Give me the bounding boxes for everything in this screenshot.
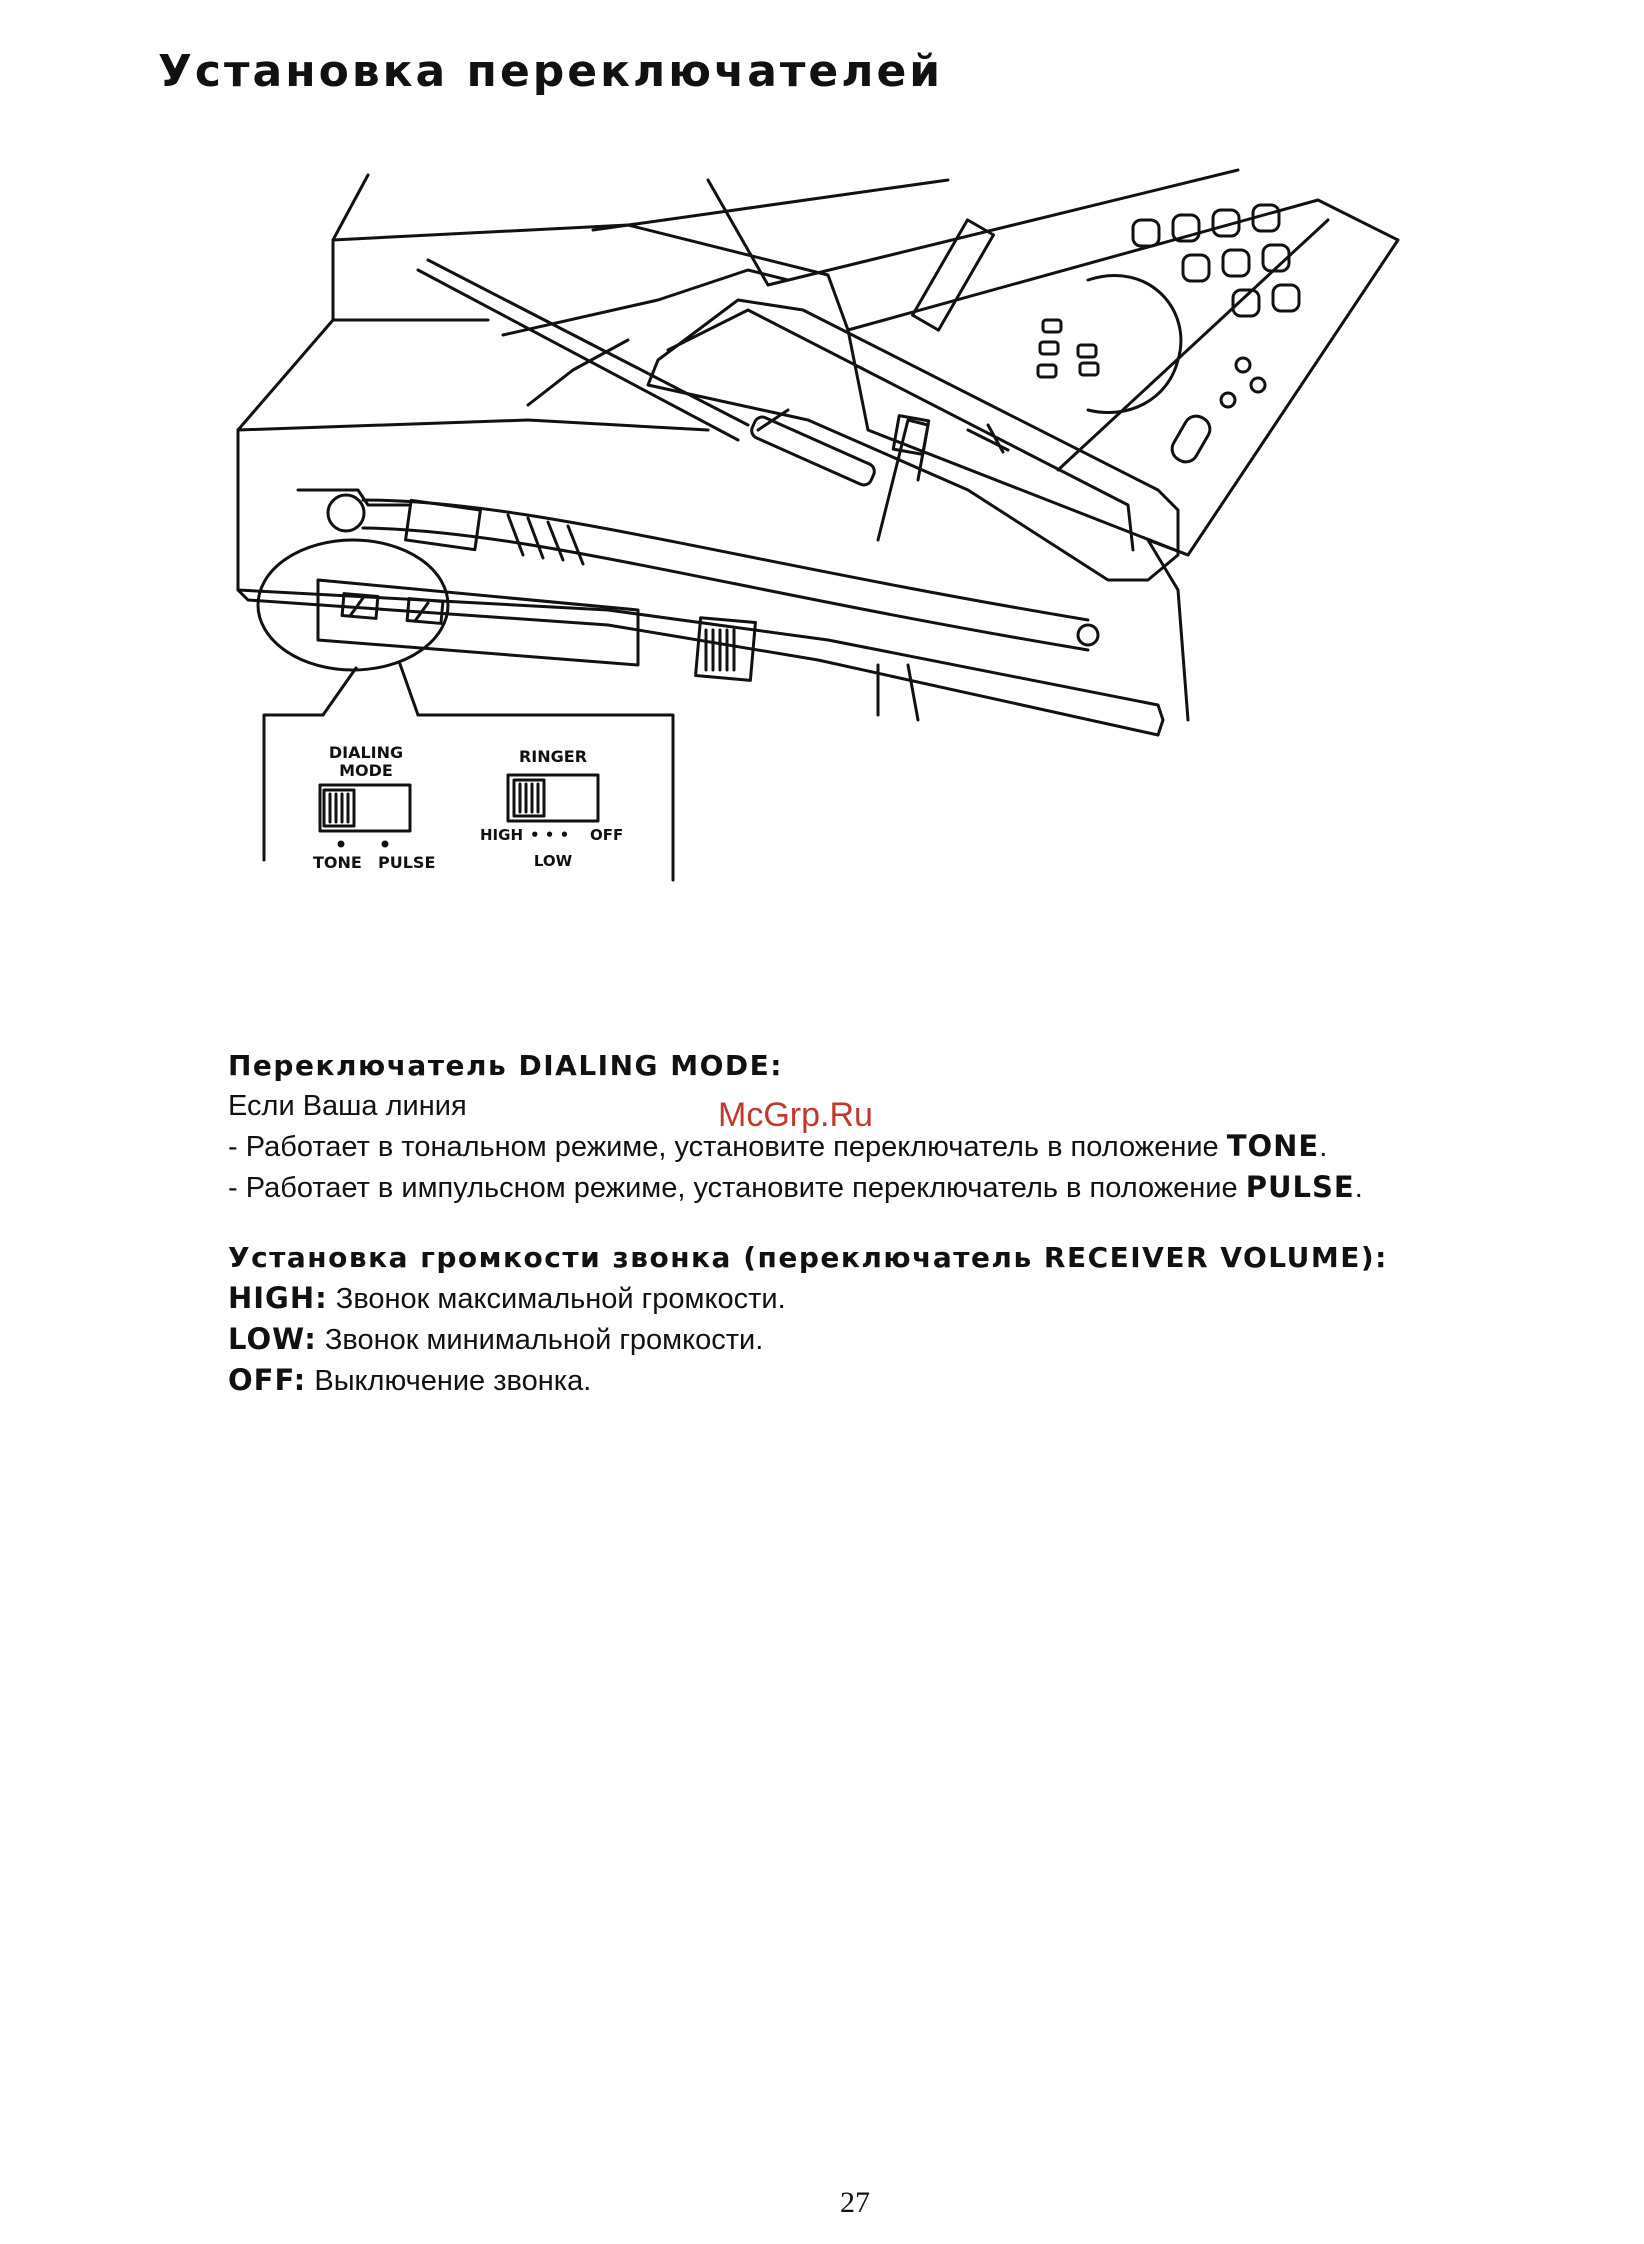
line-intro: Если Ваша линия [228,1090,467,1122]
off-label: OFF [590,826,624,844]
ringer-item-key: LOW: [228,1322,317,1356]
ringer-item-text: Звонок минимальной громкости. [324,1324,764,1356]
page-number: 27 [840,2186,870,2219]
ringer-item-off [228,1360,1388,1401]
pulse-instruction [228,1167,1363,1208]
tone-instruction-text: - Работает в тональном режиме, установите переключатель в положение [228,1131,1227,1163]
tone-value: TONE [1226,1129,1320,1163]
tone-label: TONE [313,853,362,872]
pulse-instruction-text: - Работает в импульсном режиме, установите переключатель в положение [228,1172,1246,1204]
ringer-item-key: OFF: [228,1363,307,1397]
ringer-volume-heading: Установка громкости звонка (переключатель RECEIVER VOLUME): [228,1241,1388,1274]
dialing-mode-heading: Переключатель DIALING MODE: [228,1049,783,1082]
pulse-label: PULSE [378,853,436,872]
ringer-item-low [228,1319,1388,1360]
pulse-value: PULSE [1245,1170,1355,1204]
ringer-item-text: Выключение звонка. [314,1365,592,1397]
switch-panel-drawing [258,540,918,720]
dialing-mode-label: DIALING [328,743,404,762]
low-label: LOW [533,852,573,870]
ringer-item-key: HIGH: [228,1281,328,1315]
keypad-drawing [1038,205,1299,466]
ringer-item-high [228,1278,1388,1319]
page-title: Установка переключателей [158,46,944,97]
pulse-period: . [1354,1172,1363,1204]
dialing-mode-label-2: MODE [339,761,393,780]
tone-period: . [1319,1131,1328,1163]
phone-illustration [228,160,1468,960]
high-label: HIGH [480,826,524,844]
level-dots: • • • [530,826,570,844]
ringer-item-text: Звонок максимальной громкости. [335,1283,786,1315]
watermark: McGrp.Ru [718,1096,873,1134]
ringer-volume-section [228,1238,1388,1401]
base-unit-drawing [238,170,1398,735]
ringer-label: RINGER [518,747,588,766]
